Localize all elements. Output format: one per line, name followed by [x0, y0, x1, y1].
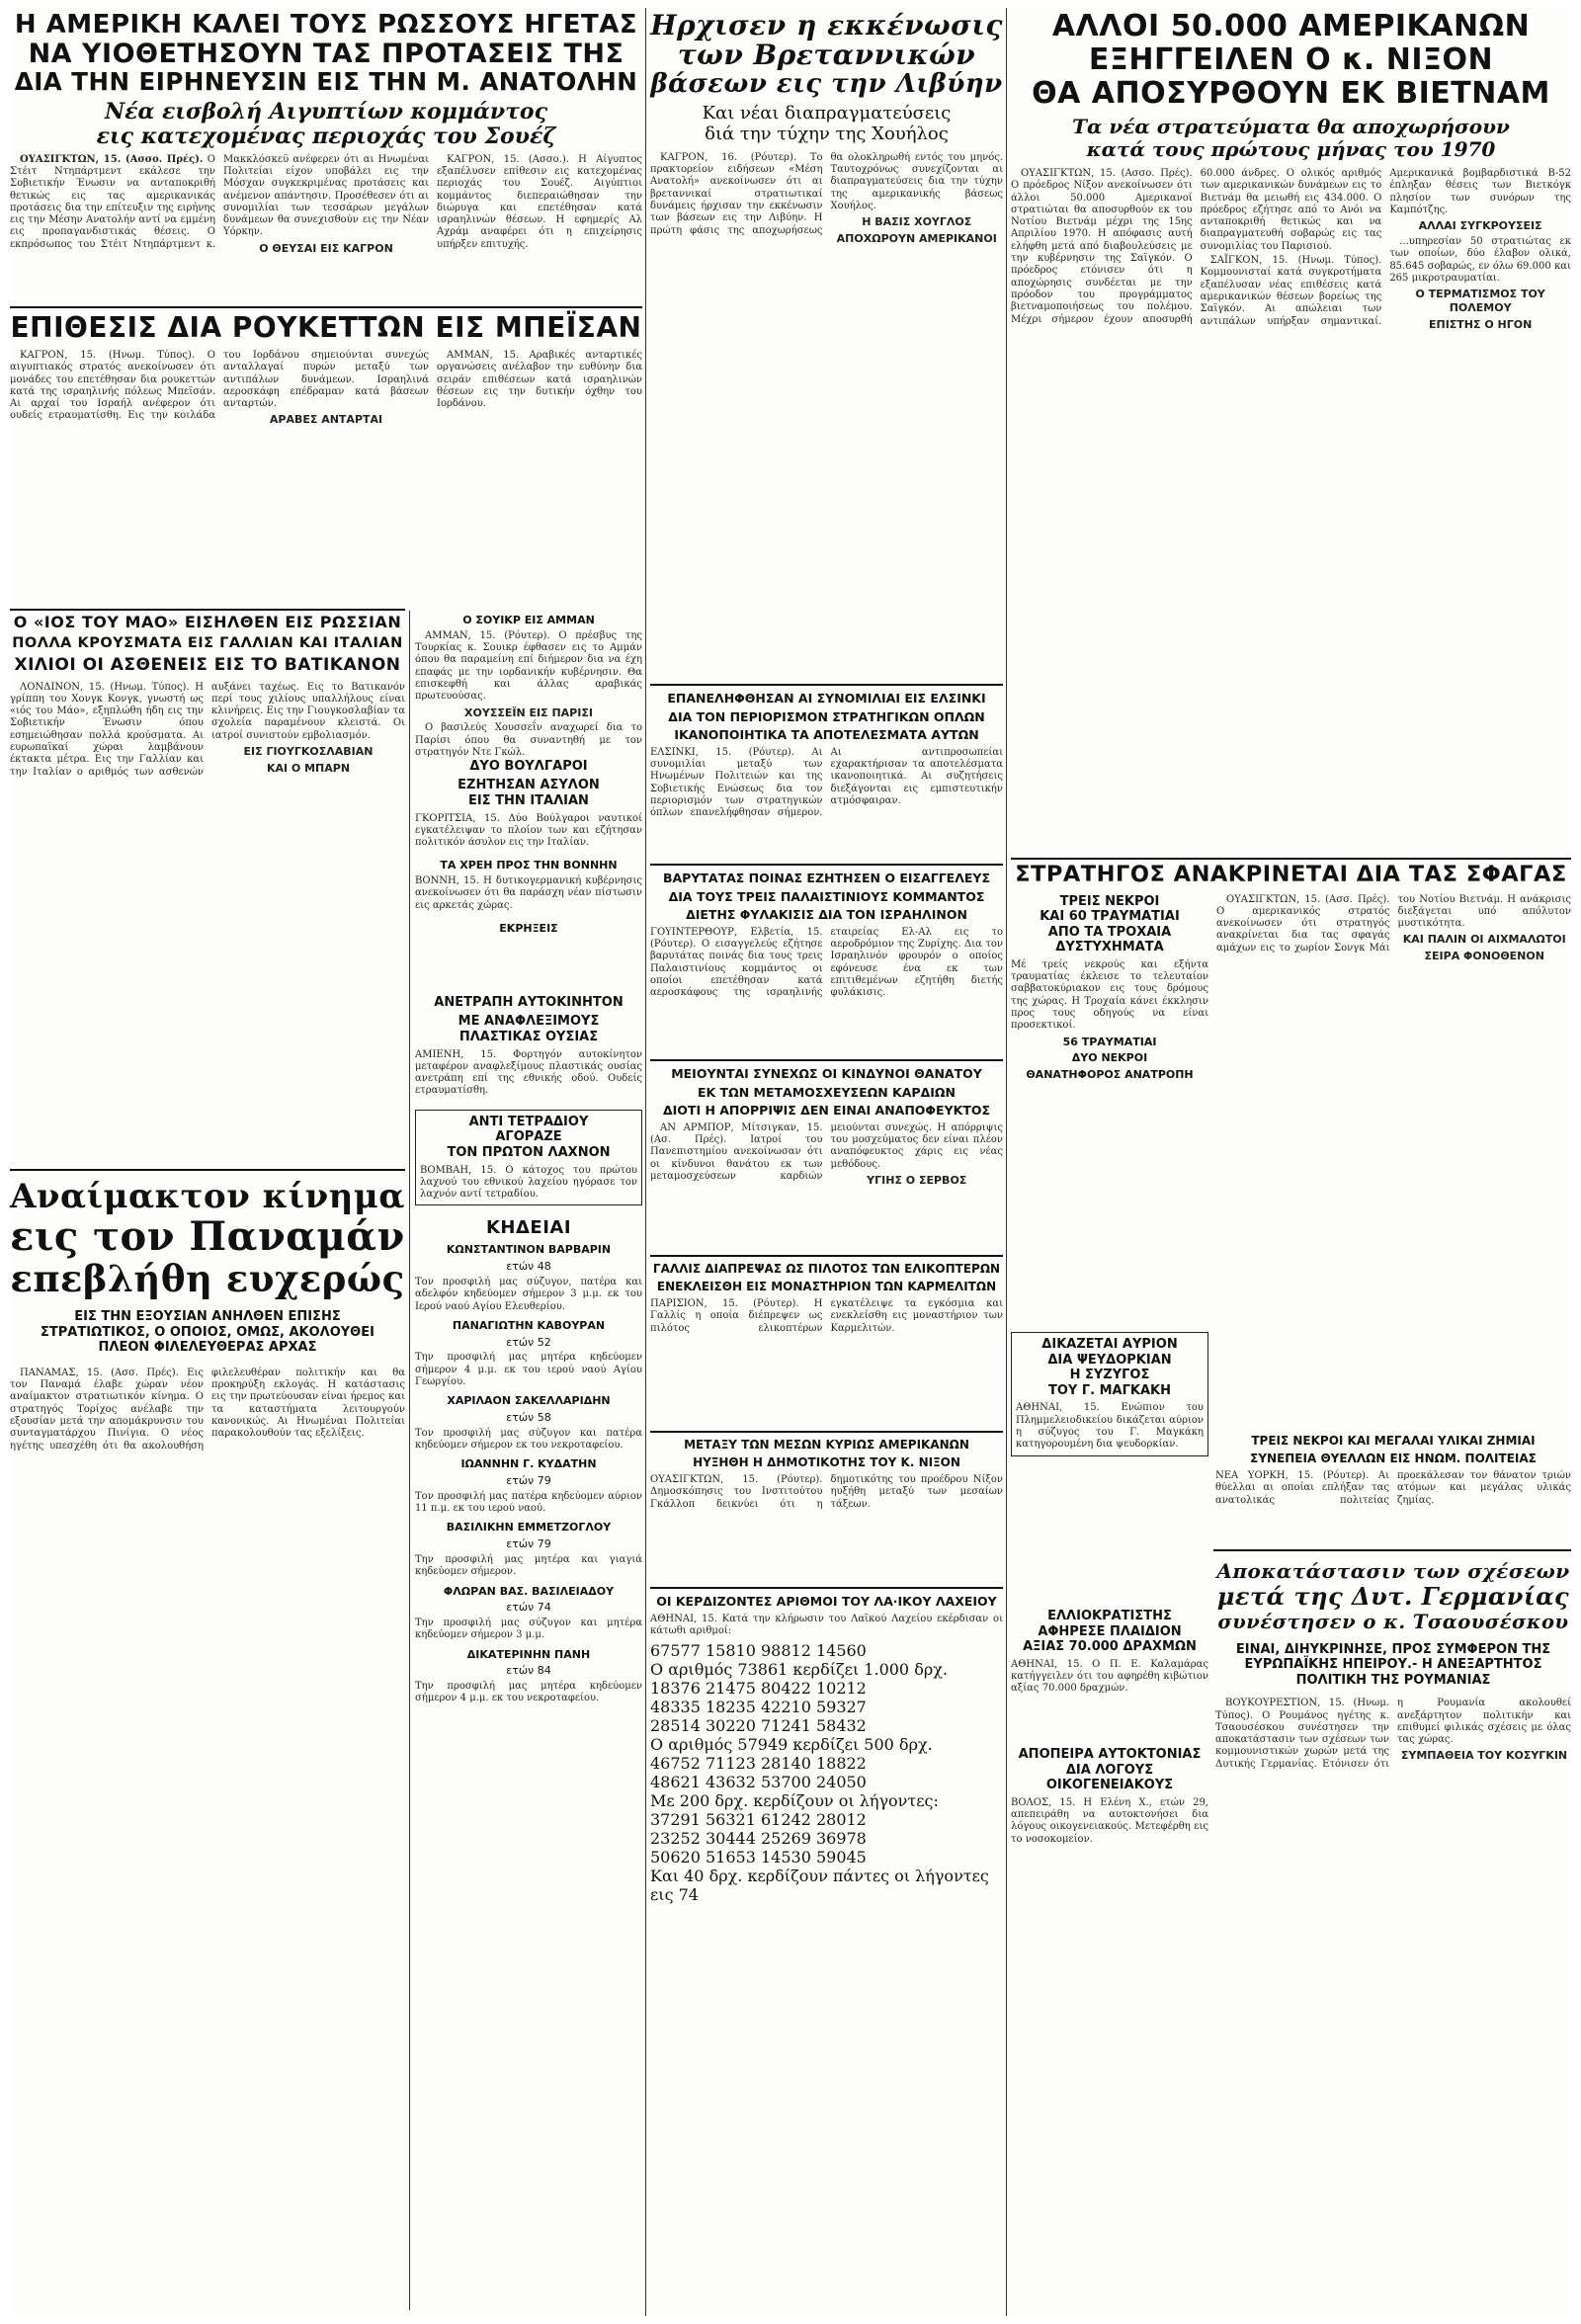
lottery-number-table: [650, 1641, 1003, 1904]
fire-headline-1: ΤΡΕΙΣ ΝΕΚΡΟΙ ΚΑΙ ΜΕΓΑΛΑΙ ΥΛΙΚΑΙ ΖΗΜΙΑΙ: [1251, 1434, 1536, 1448]
britain-headline-1: Ηρχισεν η εκκένωσις: [650, 9, 1003, 42]
lottery-intro: ΑΘΗΝΑΙ, 15. Κατά την κλήρωσιν του Λαϊκού Λαχείου εκέρδισαν οι κάτωθι αριθμοί:: [650, 1613, 1003, 1636]
syria-sub-label: ΧΟΥΣΣΕΪΝ ΕΙΣ ΠΑΡΙΣΙ: [464, 706, 593, 719]
divider: [10, 609, 405, 611]
article-ceasefire: [650, 688, 1003, 861]
article-lottery: [650, 1591, 1003, 2312]
vietnam-subhead-1: Τα νέα στρατεύματα θα αποχωρήσουν: [1072, 115, 1510, 138]
trafficbox-head-2: ΑΦΗΡΕΣΕ ΠΛΑΙΔΙΟΝ: [1038, 1623, 1182, 1639]
panama-headline-2: εις τον Παναμάν: [10, 1213, 405, 1260]
hearts-headline-2: ΕΚ ΤΩΝ ΜΕΤΑΜΟΣΧΕΥΣΕΩΝ ΚΑΡΔΙΩΝ: [697, 1084, 956, 1100]
article-traffic-box: [1011, 1609, 1208, 1737]
vietnam-body-text: ΟΥΑΣΙΓΚΤΩΝ, 15. (Ασσο. Πρές). Ο πρόεδρος Νίξον ανεκοίνωσεν ότι άλλοι 50.000 Αμερικανοί στρατιώται θα αποσυρθούν εκ του Νοτίου Βιετνάμ μέχρι της 15ης Απριλίου 1970. Η απόφασις αυτή ελήφθη μετά από διαβουλεύσεις με την κυβέρνησιν της Σαϊγκόν. Ο πρόεδρος ετόνισεν ότι η αποχώρησις συνδέεται με την πρόοδον του προγράμματος βιετναμοποιήσεως του πολέμου. Μέχρι σήμερον έχουν αποσυρθή 60.000 άνδρες. Ο ολικός αριθμός των αμερικανικών δυνάμεων εις το Βιετνάμ θα μειωθή εις 434.000. Ο πρόεδρος εζήτησε από το Ανόι να ανταποκριθή θετικώς και να διαπραγματευθή σοβαρώς εις τας συνομιλίας του Παρισιού.: [1011, 168, 1382, 325]
fire-headline-2: ΣΥΝΕΠΕΙΑ ΘΥΕΛΛΩΝ ΕΙΣ ΗΝΩΜ. ΠΟΛΙΤΕΙΑΣ: [1250, 1452, 1537, 1465]
panama-headline-1: Αναίμακτον κίνημα: [10, 1177, 405, 1216]
vietnam-sub3-label: Ο ΤΕΡΜΑΤΙΣΜΟΣ ΤΟΥ ΠΟΛΕΜΟΥ: [1415, 288, 1545, 314]
rockets-body-text: ΚΑΓΡΟΝ, 15. (Ηνωμ. Τύπος). Ο αιγυπτιακός στρατός ανεκοίνωσεν ότι μονάδες του επετέθησαν δια ρουκεττών κατά της ισραηλινής πόλεως Μπεϊσάν. Αι αρχαί του Ισραήλ ανέφερον ότι ουδείς ετραυματίσθη. Εις την κοιλάδα του Ιορδάνου σημειούνται συνεχώς ανταλλαγαί πυρών μεταξύ των αντιπάλων δυνάμεων. Ισραηλινά αεροσκάφη επέδραμαν κατά βάσεων ανταρτών.: [10, 350, 429, 422]
auto-body: ΑΜΙΕΝΗ, 15. Φορτηγόν αυτοκίνητον μεταφέρον αναφλεξίμους πλαστικάς ουσίας ανετράπη επί της εθνικής οδού. Ουδείς ετραυματίσθη.: [415, 1048, 642, 1097]
romania-headline-2: μετά της Δυτ. Γερμανίας: [1216, 1582, 1570, 1611]
rockets-headline: ΕΠΙΘΕΣΙΣ ΔΙΑ ΡΟΥΚΕΤΤΩΝ ΕΙΣ ΜΠΕΪΣΑΝ: [10, 311, 642, 344]
trial-head-3: Η ΣΥΖΥΓΟΣ: [1069, 1368, 1150, 1383]
lottery-row: 28514 30220 71241 58432: [650, 1716, 867, 1736]
traffic-head-3: ΑΠΟ ΤΑ ΤΡΟΧΑΙΑ: [1047, 924, 1172, 940]
funeral-entry: [415, 1243, 642, 1312]
syria-title-label: Ο ΣΟΥΙΚΡ ΕΙΣ ΑΜΜΑΝ: [462, 614, 595, 626]
traffic-head-2: ΚΑΙ 60 ΤΡΑΥΜΑΤΙΑΙ: [1040, 909, 1180, 925]
rockets-sub-body: ΑΜΜΑΝ, 15. Αραβικές ανταρτικές οργανώσεις ανέλαβον την ευθύνην δια σειράν επιθέσεων κατά ισραηλινών θέσεων εις την δυτικήν όχθην του Ιορδάνου.: [437, 350, 642, 410]
funeral-age: ετών 79: [506, 1474, 551, 1488]
lottery-head-3: ΤΟΝ ΠΡΩΤΟΝ ΛΑΧΝΟΝ: [447, 1144, 611, 1160]
syria-body-text: ΑΜΜΑΝ, 15. (Ρόυτερ). Ο πρέσβυς της Τουρκίας κ. Σουικρ έφθασεν εις το Αμμάν όπου θα παραμείνη επί διήμερον δια να έχη επαφάς με την ιορδανικήν κυβέρνησιν. Θα επισκεφθή και άλλας αραβικάς πρωτευούσας.: [415, 629, 642, 703]
syria-bulgarians-1: ΔΥΟ ΒΟΥΛΓΑΡΟΙ: [469, 758, 588, 774]
funeral-age: ετών 48: [506, 1260, 551, 1274]
britain-body: [650, 152, 1003, 468]
article-helicopters: [650, 1259, 1003, 1427]
article-mideast: [10, 8, 642, 304]
palestine-body: ΓΟΥΙΝΤΕΡΘΟΥΡ, Ελβετία, 15. (Ρόυτερ). Ο εισαγγελεύς εζήτησε βαρυτάτας ποινάς δια τους τρεις Παλαιστινίους κομμάντος οι οποίοι επετέθησαν κατά αεροσκάφους της ισραηλινής εταιρείας Ελ-Αλ εις το αεροδρόμιον της Ζυρίχης. Δια τον Ισραηλινόν φρουρόν ο οποίος εφόνευσε ένα εκ των επιτιθεμένων εζητήθη διετής φυλάκισις.: [650, 926, 1003, 999]
mideast-sub-label: Ο ΘΕΥΣΑΙ ΕΙΣ ΚΑΓΡΟΝ: [259, 241, 393, 255]
britain-sub2-label: ΑΠΟΧΩΡΟΥΝ ΑΜΕΡΙΚΑΝΟΙ: [836, 232, 997, 246]
article-fire: [1215, 1431, 1571, 1549]
article-britain: [650, 8, 1003, 482]
divider: [650, 1255, 1003, 1257]
mideast-body: [10, 154, 642, 302]
syria-explosion-label: ΕΚΡΗΞΕΙΣ: [499, 922, 558, 936]
mideast-headline-3: ΔΙΑ ΤΗΝ ΕΙΡΗΝΕΥΣΙΝ ΕΙΣ ΤΗΝ Μ. ΑΝΑΤΟΛΗΝ: [14, 67, 638, 96]
traffic-sub3-label: ΘΑΝΑΤΗΦΟΡΟΣ ΑΝΑΤΡΟΠΗ: [1026, 1068, 1194, 1082]
vietnam-sub1-label: ΑΛΛΑΙ ΣΥΓΚΡΟΥΣΕΙΣ: [1418, 219, 1542, 233]
newspaper-page: [10, 8, 1571, 2316]
rockets-sub-label: ΑΡΑΒΕΣ ΑΝΤΑΡΤΑΙ: [269, 413, 383, 427]
trafficbox-body: ΑΘΗΝΑΙ, 15. Ο Π. Ε. Καλαμάρας κατήγγειλεν ότι του αφηρέθη κιβώτιον αξίας 70.000 δραχμών.: [1011, 1658, 1208, 1695]
divider: [1011, 858, 1571, 860]
funeral-name: ΧΑΡΙΛΑΟΝ ΣΑΚΕΛΛΑΡΙΔΗΝ: [447, 1394, 611, 1408]
mao-body-text: ΛΟΝΔΙΝΟΝ, 15. (Ηνωμ. Τύπος). Η γρίππη του Χονγκ Κονγκ, γνωστή ως «ιός του Μάο», εξηπλώθη ήδη εις την Σοβιετικήν Ένωσιν όπου εσημειώθησαν πολλά κρούσματα. Αι ευρωπαϊκαί χώραι λαμβάνουν έκτακτα μέτρα. Εις την Γαλλίαν και την Ιταλίαν ο αριθμός των ασθενών αυξάνει ταχέως. Εις το Βατικανόν περί τους χιλίους υπαλλήλους είναι κλινήρεις. Εις την Γιουγκοσλαβίαν τα σχολεία παραμένουν κλειστά. Οι ιατροί συνιστούν εμβολιασμόν.: [10, 681, 405, 778]
suicide-head-3: ΟΙΚΟΓΕΝΕΙΑΚΟΥΣ: [1045, 1778, 1174, 1793]
funerals-title: ΚΗΔΕΙΑΙ: [485, 1217, 572, 1239]
panama-kicker: ΕΙΣ ΤΗΝ ΕΞΟΥΣΙΑΝ ΑΝΗΛΘΕΝ ΕΠΙΣΗΣ ΣΤΡΑΤΙΩΤΙΚΟΣ, Ο ΟΠΟΙΟΣ, ΟΜΩΣ, ΑΚΟΛΟΥΘΕΙ ΠΛΕΟΝ ΦΙΛΕΛΕΥΘΕΡΑΣ ΑΡΧΑΣ: [41, 1309, 374, 1356]
general-sub5-label: ΣΕΙΡΑ ΦΟΝΟΘΕΝΟΝ: [1424, 950, 1544, 963]
lottery-row: 37291 56321 61242 28012: [650, 1810, 867, 1830]
funeral-age: ετών 84: [506, 1664, 551, 1678]
trafficbox-head-3: ΑΞΙΑΣ 70.000 ΔΡΑΧΜΩΝ: [1023, 1639, 1197, 1655]
traffic-head-4: ΔΥΣΤΥΧΗΜΑΤΑ: [1055, 940, 1164, 955]
nixonpop-headline-2: ΗΥΞΗΘΗ Η ΔΗΜΟΤΙΚΟΤΗΣ ΤΟΥ Κ. ΝΙΞΟΝ: [693, 1455, 960, 1469]
divider: [10, 306, 642, 308]
helicopters-body: ΠΑΡΙΣΙΟΝ, 15. (Ρόυτερ). Η Γαλλίς η οποία διέπρεψεν ως πιλότος ελικοπτέρων εγκατέλειψε τα εγκόσμια και ενεκλείσθη εις μοναστήριον των Καρμελιτών.: [650, 1298, 1003, 1334]
mideast-headline-1: Η ΑΜΕΡΙΚΗ ΚΑΛΕΙ ΤΟΥΣ ΡΩΣΣΟΥΣ ΗΓΕΤΑΣ: [14, 10, 638, 40]
britain-subhead-2: διά την τύχην της Χουήλος: [705, 123, 949, 144]
article-romania: [1215, 1555, 1571, 2316]
funeral-text: Τον προσφιλή μας πατέρα κηδεύομεν αύριον 11 π.μ. εκ του ιερού ναού.: [415, 1490, 642, 1515]
hearts-headline-3: ΔΙΟΤΙ Η ΑΠΟΡΡΙΨΙΣ ΔΕΝ ΕΙΝΑΙ ΑΝΑΠΟΦΕΥΚΤΟΣ: [662, 1103, 991, 1119]
funeral-entry: [415, 1585, 642, 1642]
panama-body: [10, 1368, 405, 2277]
mao-headline-3: ΧΙΛΙΟΙ ΟΙ ΑΣΘΕΝΕΙΣ ΕΙΣ ΤΟ ΒΑΤΙΚΑΝΟΝ: [14, 654, 401, 675]
helicopters-headline-1: ΓΑΛΛΙΣ ΔΙΑΠΡΕΨΑΣ ΩΣ ΠΙΛΟΤΟΣ ΤΩΝ ΕΛΙΚΟΠΤΕΡΩΝ: [652, 1262, 1001, 1276]
lottery-headline: ΟΙ ΚΕΡΔΙΖΟΝΤΕΣ ΑΡΙΘΜΟΙ ΤΟΥ ΛΑ·ΙΚΟΥ ΛΑΧΕΙΟΥ: [656, 1594, 997, 1609]
vietnam-headline-2: ΕΞΗΓΓΕΙΛΕΝ Ο κ. ΝΙΞΟΝ: [1088, 42, 1494, 77]
mideast-subhead-1: Νέα εισβολή Αιγυπτίων κομμάντος: [104, 98, 548, 124]
funeral-text: Την προσφιλή μας σύζυγον και μητέρα κηδεύομεν σήμερον 3 μ.μ.: [415, 1618, 642, 1641]
article-general: [1011, 862, 1571, 1326]
suicide-body: ΒΟΛΟΣ, 15. Η Ελένη Χ., ετών 29, απεπειράθη να αυτοκτονήσει δια λόγους οικογενειακούς. Μετεφέρθη εις το νοσοκομείον.: [1011, 1796, 1208, 1845]
trial-body: ΑΘΗΝΑΙ, 15. Ενώπιον του Πλημμελειοδικείου δικάζεται αύριον η σύζυγος του Γ. Μαγκάκη κατηγορουμένη δια ψευδορκίαν.: [1016, 1402, 1204, 1451]
funeral-text: Την προσφιλή μας μητέρα κηδεύομεν σήμερον 4 μ.μ. εκ του νεκροταφείου.: [415, 1681, 642, 1704]
traffic-column: [1011, 894, 1208, 1289]
divider: [650, 1431, 1003, 1433]
romania-headline-3: συνέστησεν ο κ. Τσαουσέσκου: [1217, 1611, 1569, 1633]
divider: [650, 864, 1003, 866]
vietnam-body: [1011, 168, 1571, 524]
lottery-row: Με 200 δρχ. κερδίζουν οι λήγοντες:: [650, 1791, 939, 1811]
funeral-age: ετών 52: [506, 1335, 551, 1349]
syria-body: [415, 629, 642, 758]
hearts-body: [650, 1122, 1003, 1188]
vietnam-subhead-2: κατά τους πρώτους μήνας του 1970: [1086, 137, 1496, 161]
britain-headline-3: βάσεων εις την Λιβύην: [650, 69, 1003, 99]
palestine-headline-2: ΔΙΑ ΤΟΥΣ ΤΡΕΙΣ ΠΑΛΑΙΣΤΙΝΙΟΥΣ ΚΟΜΜΑΝΤΟΣ: [668, 888, 985, 904]
mideast-subhead-2: εις κατεχομένας περιοχάς του Σουέζ: [96, 123, 556, 149]
mideast-sub-body: ΚΑΓΡΟΝ, 15. (Ασσο.). Η Αίγυπτος εξαπέλυσεν επίθεσιν εις κατεχομένας περιοχάς του Σουέζ. Αιγύπτιοι κομμάντος διεπεραιώθησαν την διώρυγα και επετέθησαν κατά ισραηλινών θέσεων. Η εφημερίς Αλ Αχράμ αναφέρει ότι η επιχείρησις υπήρξεν επιτυχής.: [437, 153, 642, 250]
funeral-name: ΔΙΚΑΤΕΡΙΝΗΝ ΠΑΝΗ: [466, 1647, 591, 1661]
syria-bonn-label: ΤΑ ΧΡΕΗ ΠΡΟΣ ΤΗΝ ΒΟΝΝΗΝ: [440, 859, 618, 872]
britain-subhead-1: Και νέαι διαπραγματεύσεις: [702, 103, 952, 124]
lottery-head-1: ΑΝΤΙ ΤΕΤΡΑΔΙΟΥ: [468, 1114, 589, 1129]
suicide-head-1: ΑΠΟΠΕΙΡΑ ΑΥΤΟΚΤΟΝΙΑΣ: [1018, 1747, 1202, 1762]
hearts-headline-1: ΜΕΙΟΥΝΤΑΙ ΣΥΝΕΧΩΣ ΟΙ ΚΙΝΔΥΝΟΙ ΘΑΝΑΤΟΥ: [671, 1066, 982, 1081]
column-rule: [645, 8, 646, 2316]
divider: [1213, 1549, 1571, 1551]
vietnam-col2: ΣΑΪΓΚΟΝ, 15. (Ηνωμ. Τύπος). Κομμουνισταί κατά συγκροτήματα εξαπέλυσαν νέας επιθέσεις κατά αμερικανικών θέσεων βορείως της Σαϊγκόν. Αι απώλειαι των αντιπάλων υπήρξαν σημαντικαί. Αμερικανικά βομβαρδιστικά Β-52 έπληξαν θέσεις των Βιετκόγκ πλησίον των συνόρων της Καμπότζης.: [1200, 168, 1571, 327]
funeral-text: Την προσφιλή μας μητέρα και γιαγιά κηδεύομεν σήμερον.: [415, 1553, 642, 1578]
funeral-text: Τον προσφιλή μας σύζυγον και πατέρα κηδεύομεν σήμερον εκ του νεκροταφείου.: [415, 1427, 642, 1452]
romania-body: [1215, 1698, 1571, 2231]
funeral-entry: [415, 1648, 642, 1705]
traffic-sub-label: 56 ΤΡΑΥΜΑΤΙΑΙ: [1062, 1035, 1157, 1048]
helicopters-headline-2: ΕΝΕΚΛΕΙΣΘΗ ΕΙΣ ΜΟΝΑΣΤΗΡΙΟΝ ΤΩΝ ΚΑΡΜΕΛΙΤΩΝ: [656, 1280, 997, 1293]
lottery-row: Ο αριθμός 73861 κερδίζει 1.000 δρχ.: [650, 1660, 949, 1680]
funeral-entry: [415, 1521, 642, 1578]
trial-head-4: ΤΟΥ Γ. ΜΑΓΚΑΚΗ: [1048, 1382, 1171, 1398]
syria-bulgarians-2: ΕΖΗΤΗΣΑΝ ΑΣΥΛΟΝ: [458, 778, 600, 793]
britain-sub-label: Η ΒΑΣΙΣ ΧΟΥΓΛΟΣ: [862, 215, 972, 229]
trial-head-2: ΔΙΑ ΨΕΥΔΟΡΚΙΑΝ: [1047, 1352, 1172, 1368]
syria-bulgarians-body: ΓΚΟΡΙΤΣΙΑ, 15. Δύο Βούλγαροι ναυτικοί εγκατέλειψαν το πλοίον των και εζήτησαν πολιτικόν άσυλον εις την Ιταλίαν.: [415, 812, 642, 849]
funeral-text: Τον προσφιλή μας σύζυγον, πατέρα και αδελφόν κηδεύομεν σήμερον 3 μ.μ. εκ του Ιερού ναού Αγίου Ελευθερίου.: [415, 1276, 642, 1312]
lottery-row: Ο αριθμός 57949 κερδίζει 500 δρχ.: [650, 1735, 933, 1755]
hearts-sub-label: ΥΓΙΗΣ Ο ΣΕΡΒΟΣ: [867, 1174, 967, 1188]
britain-headline-2: των Βρεταννικών: [677, 39, 976, 71]
mideast-dateline: ΟΥΑΣΙΓΚΤΩΝ, 15. (Ασσο. Πρές).: [20, 153, 204, 165]
lottery-row: 23252 30444 25269 36978: [650, 1829, 867, 1849]
auto-headline-3: ΠΛΑΣΤΙΚΑΣ ΟΥΣΙΑΣ: [458, 1030, 599, 1044]
lottery-body: ΒΟΜΒΑΗ, 15. Ο κάτοχος του πρώτου λαχνού του εθνικού λαχείου ηγόρασε τον λαχνόν αντί τετραδίου.: [420, 1164, 637, 1201]
lottery-row: 46752 71123 28140 18822: [650, 1754, 867, 1774]
suicide-head-2: ΔΙΑ ΛΟΓΟΥΣ: [1065, 1762, 1154, 1778]
column-rule: [1006, 8, 1007, 2316]
traffic-sub2-label: ΔΥΟ ΝΕΚΡΟΙ: [1071, 1051, 1148, 1065]
mao-headline-2: ΠΟΛΛΑ ΚΡΟΥΣΜΑΤΑ ΕΙΣ ΓΑΛΛΙΑΝ ΚΑΙ ΙΤΑΛΙΑΝ: [12, 635, 403, 651]
panama-body-text: ΠΑΝΑΜΑΣ, 15. (Ασσ. Πρές). Εις τον Παναμά έλαβε χώραν νέον αναίμακτον στρατιωτικόν κίνημα. Ο στρατηγός Τορίχος ανέλαβε την εξουσίαν μετά την απομάκρυνσιν του συνταγματάρχου Πινίγια. Ο νέος ηγέτης υπεσχέθη ότι θα ακολουθήση φιλελευθέραν πολιτικήν και θα προκηρύξη εκλογάς. Η κατάστασις εις την πρωτεύουσαν είναι ήρεμος και τα καταστήματα λειτουργούν κανονικώς. Αι Ηνωμέναι Πολιτείαι παρακολουθούν τας εξελίξεις.: [10, 1367, 405, 1452]
article-panama: [10, 1174, 405, 2310]
mao-headline-1: Ο «ΙΟΣ ΤΟΥ ΜΑΟ» ΕΙΣΗΛΘΕΝ ΕΙΣ ΡΩΣΣΙΑΝ: [13, 613, 402, 631]
syria-bonn-body: ΒΟΝΝΗ, 15. Η δυτικογερμανική κυβέρνησις ανεκοίνωσεν ότι θα παράσχη νέαν πίστωσιν εις αρκετάς χώρας.: [415, 875, 642, 911]
funeral-age: ετών 74: [506, 1601, 551, 1615]
funeral-entry: [415, 1457, 642, 1515]
article-rockets: [10, 310, 642, 607]
article-vietnam: [1011, 8, 1571, 522]
fire-body: ΝΕΑ ΥΟΡΚΗ, 15. (Ρόυτερ). Αι θύελλαι αι οποίαι επλήξαν τας ανατολικάς πολιτείας προεκάλεσαν τον θάνατον τριών ατόμων και μεγάλας υλικάς ζημίας.: [1215, 1470, 1571, 1506]
panama-headline-3: επεβλήθη ευχερώς: [10, 1257, 405, 1300]
column-rule: [409, 611, 410, 2310]
syria-bulgarians-3: ΕΙΣ ΤΗΝ ΙΤΑΛΙΑΝ: [468, 792, 589, 808]
auto-headline-1: ΑΝΕΤΡΑΠΗ ΑΥΤΟΚΙΝΗΤΟΝ: [434, 994, 624, 1010]
hearts-body-text: ΑΝ ΑΡΜΠΟΡ, Μίτσιγκαν, 15. (Ασ. Πρές). Ιατροί του Πανεπιστημίου ανεκοίνωσαν ότι οι κίνδυνοι θανάτου εκ των μεταμοσχεύσεων καρδιών μειούνται συνεχώς. Η απόρριψις του μοσχεύματος δεν είναι πλέον αναπόφευκτος χάρις εις νέας μεθόδους.: [650, 1121, 1003, 1183]
lottery-row: 18376 21475 80422 10212: [650, 1679, 867, 1699]
article-hearts: [650, 1063, 1003, 1251]
vietnam-col3: ...υπηρεσίαν 50 στρατιώτας εκ των οποίων, δύο έλαβον ολικά, 85.645 σοβαρώς, εν όλω 69.000 και 265 μικροτραυματίαι.: [1389, 235, 1571, 284]
traffic-body: Μέ τρείς νεκρούς και εξήντα τραυματίας έκλεισε το τελευταίον σαββατοκύριακον εις τους δρόμους της χώρας. Η Τροχαία κάνει έκκλησιν προς τους οδηγούς να είναι προσεκτικοί.: [1011, 958, 1208, 1032]
ceasefire-headline-1: ΕΠΑΝΕΛΗΦΘΗΣΑΝ ΑΙ ΣΥΝΟΜΙΛΙΑΙ ΕΙΣ ΕΛΣΙΝΚΙ: [667, 691, 986, 706]
general-headline: ΣΤΡΑΤΗΓΟΣ ΑΝΑΚΡΙΝΕΤΑΙ ΔΙΑ ΤΑΣ ΣΦΑΓΑΣ: [1015, 862, 1567, 887]
nixonpop-headline-1: ΜΕΤΑΞΥ ΤΩΝ ΜΕΣΩΝ ΚΥΡΙΩΣ ΑΜΕΡΙΚΑΝΩΝ: [684, 1438, 969, 1452]
romania-sub-label: ΣΥΜΠΑΘΕΙΑ ΤΟΥ ΚΟΣΥΓΚΙΝ: [1400, 1749, 1568, 1763]
general-sub4-label: ΚΑΙ ΠΑΛΙΝ ΟΙ ΑΙΧΜΑΛΩΤΟΙ: [1402, 933, 1566, 947]
divider: [10, 1169, 405, 1171]
article-palestine: [650, 868, 1003, 1055]
funeral-entry: [415, 1319, 642, 1388]
trial-head-1: ΔΙΚΑΖΕΤΑΙ ΑΥΡΙΟΝ: [1041, 1337, 1178, 1352]
mideast-headline-2: ΝΑ ΥΙΟΘΕΤΗΣΟΥΝ ΤΑΣ ΠΡΟΤΑΣΕΙΣ ΤΗΣ: [28, 39, 624, 69]
palestine-headline-1: ΒΑΡΥΤΑΤΑΣ ΠΟΙΝΑΣ ΕΖΗΤΗΣΕΝ Ο ΕΙΣΑΓΓΕΛΕΥΣ: [662, 871, 991, 885]
funeral-text: Την προσφιλή μας μητέρα κηδεύομεν σήμερον 4 μ.μ. εκ του ιερού ναού Αγίου Γεωργίου.: [415, 1352, 642, 1387]
traffic-head-1: ΤΡΕΙΣ ΝΕΚΡΟΙ: [1059, 893, 1160, 909]
article-trial: [1011, 1332, 1208, 1470]
romania-headline-1: Αποκατάστασιν των σχέσεων: [1216, 1559, 1570, 1583]
funeral-name: ΙΩΑΝΝΗΝ Γ. ΚΥΔΑΤΗΝ: [460, 1457, 597, 1471]
rockets-body: [10, 350, 642, 597]
lottery-row: Και 40 δρχ. κερδίζουν πάντες οι λήγοντες εις 74: [650, 1867, 989, 1905]
funeral-name: ΠΑΝΑΓΙΩΤΗΝ ΚΑΒΟΥΡΑΝ: [452, 1318, 606, 1332]
divider: [650, 1587, 1003, 1589]
funeral-age: ετών 58: [506, 1410, 551, 1424]
lottery-row: 48621 43632 53700 24050: [650, 1773, 867, 1792]
lottery-row: 67577 15810 98812 14560: [650, 1641, 867, 1661]
mideast-body-text: Ο Στέιτ Ντηπάρτμεντ εκάλεσε την Σοβιετικήν Ένωσιν να ανταποκριθή θετικώς εις τας αμερικανικάς προτάσεις δια την επίτευξιν της ειρήνης εις την Μέσην Ανατολήν αντί να εμμένη εις προπαγανδιστικάς θέσεις. Ο εκπρόσωπος του Στέιτ Ντηπάρτμεντ κ. Μακκλόσκεϋ ανέφερεν ότι αι Ηνωμέναι Πολιτείαι είχον υποβάλει εις την Μόσχαν συγκεκριμένας προτάσεις και ανέμενον απάντησιν. Προσέθεσεν ότι αι συνομιλίαι των τεσσάρων μεγάλων δυνάμεων θα συνεχισθούν εις την Νέαν Υόρκην.: [10, 153, 429, 250]
syria-sub-body: Ο βασιλεύς Χουσσεΐν αναχωρεί δια το Παρίσι όπου θα συναντηθή με τον στρατηγόν Ντε Γκώλ.: [415, 722, 642, 758]
divider: [650, 684, 1003, 686]
lottery-row: 48335 18235 42210 59327: [650, 1698, 867, 1717]
funeral-age: ετών 79: [506, 1537, 551, 1551]
vietnam-sub4-label: ΕΠΙΣΤΗΣ Ο ΗΓΟΝ: [1428, 317, 1533, 331]
vietnam-headline-1: ΑΛΛΟΙ 50.000 ΑΜΕΡΙΚΑΝΩΝ: [1051, 9, 1531, 43]
auto-headline-2: ΜΕ ΑΝΑΦΛΕΞΙΜΟΥΣ: [458, 1014, 600, 1030]
article-suicide: [1011, 1747, 1208, 1895]
ceasefire-body: ΕΛΣΙΝΚΙ, 15. (Ρόυτερ). Αι συνομιλίαι μεταξύ των Ηνωμένων Πολιτειών και της Σοβιετικής Ενώσεως δια τον περιορισμόν των στρατηγικών όπλων επανελήφθησαν σήμερον. Αι αντιπροσωπείαι εχαρακτήρισαν τα αποτελέσματα ικανοποιητικά. Αι συζητήσεις διεξάγονται εις εμπιστευτικήν ατμόσφαιραν.: [650, 746, 1003, 819]
general-body-text: ΟΥΑΣΙΓΚΤΩΝ, 15. (Ασσ. Πρές). Ο αμερικανικός στρατός ανεκοίνωσεν ότι στρατηγός ανακρίνεται δια τας σφαγάς αμάχων εις το χωρίον Σονγκ Μάι του Νοτίου Βιετνάμ. Η ανάκρισις διεξάγεται υπό απόλυτον μυστικότητα.: [1216, 893, 1571, 954]
lottery-box: [415, 1110, 642, 1206]
britain-body-text: ΚΑΓΡΟΝ, 16. (Ρόυτερ). Το πρακτορείον ειδήσεων «Μέση Ανατολή» ανεκοίνωσεν ότι αι βρεταννικαί στρατιωτικαί δυνάμεις ήρχισαν την εκκένωσιν των βάσεων εις την Λιβύην. Η πρώτη φάσις της αποχωρήσεως θα ολοκληρωθή εντός του μηνός. Ταυτοχρόνως συνεχίζονται αι διαπραγματεύσεις δια την τύχην της αμερικανικής βάσεως Χουήλος.: [650, 151, 1003, 236]
ceasefire-headline-2: ΔΙΑ ΤΟΝ ΠΕΡΙΟΡΙΣΜΟΝ ΣΤΡΑΤΗΓΙΚΩΝ ΟΠΛΩΝ: [668, 708, 985, 724]
vietnam-headline-3: ΘΑ ΑΠΟΣΥΡΘΟΥΝ ΕΚ ΒΙΕΤΝΑΜ: [1032, 76, 1550, 111]
lottery-row: 50620 51653 14530 59045: [650, 1848, 867, 1868]
article-nixon-popularity: [650, 1435, 1003, 1583]
article-syria: [415, 611, 642, 2310]
general-body: [1216, 894, 1571, 1289]
mao-sub2-label: ΚΑΙ Ο ΜΠΑΡΝ: [266, 761, 351, 775]
trial-box: [1011, 1332, 1208, 1456]
funeral-name: ΦΛΩΡΑΝ ΒΑΣ. ΒΑΣΙΛΕΙΑΔΟΥ: [443, 1584, 615, 1598]
funeral-entry: [415, 1394, 642, 1452]
lottery-head-2: ΑΓΟΡΑΖΕ: [495, 1129, 562, 1145]
romania-kicker: ΕΙΝΑΙ, ΔΙΗΥΚΡΙΝΗΣΕ, ΠΡΟΣ ΣΥΜΦΕΡΟΝ ΤΗΣ ΕΥΡΩΠΑΪΚΗΣ ΗΠΕΙΡΟΥ.- Η ΑΝΕΞΑΡΤΗΤΟΣ ΠΟΛΙΤΙΚΗ ΤΗΣ ΡΟΥΜΑΝΙΑΣ: [1235, 1641, 1551, 1688]
nixonpop-body: ΟΥΑΣΙΓΚΤΩΝ, 15. (Ρόυτερ). Δημοσκόπησις του Ινστιτούτου Γκάλλοπ δεικνύει ότι η δημοτικότης του προέδρου Νίξον ηυξήθη μεταξύ των μεσαίων τάξεων.: [650, 1474, 1003, 1510]
mao-sub-label: ΕΙΣ ΓΙΟΥΓΚΟΣΛΑΒΙΑΝ: [243, 744, 374, 758]
funeral-name: ΒΑΣΙΛΙΚΗΝ ΕΜΜΕΤΖΟΓΛΟΥ: [446, 1521, 612, 1535]
trafficbox-head-1: ΕΛΛΙΟΚΡΑΤΙΣΤΗΣ: [1047, 1609, 1172, 1623]
divider: [650, 1059, 1003, 1061]
funeral-list: [415, 1243, 642, 1704]
palestine-headline-3: ΔΙΕΤΗΣ ΦΥΛΑΚΙΣΙΣ ΔΙΑ ΤΟΝ ΙΣΡΑΗΛΙΝΟΝ: [686, 907, 967, 923]
ceasefire-headline-3: ΙΚΑΝΟΠΟΙΗΤΙΚΑ ΤΑ ΑΠΟΤΕΛΕΣΜΑΤΑ ΑΥΤΩΝ: [674, 727, 979, 743]
romania-body-text: ΒΟΥΚΟΥΡΕΣΤΙΟΝ, 15. (Ηνωμ. Τύπος). Ο Ρουμάνος ηγέτης κ. Τσαουσέσκου συνέστησεν την αποκατάστασιν των σχέσεων των κομμουνιστικών χωρών μετά της Δυτικής Γερμανίας. Ετόνισεν ότι η Ρουμανία ακολουθεί ανεξάρτητον πολιτικήν και επιθυμεί φιλικάς σχέσεις με όλας τας χώρας.: [1215, 1698, 1571, 1770]
article-mao: [10, 613, 405, 1166]
funeral-name: ΚΩΝΣΤΑΝΤΙΝΟΝ ΒΑΡΒΑΡΙΝ: [446, 1243, 612, 1257]
mao-body: [10, 682, 405, 1146]
